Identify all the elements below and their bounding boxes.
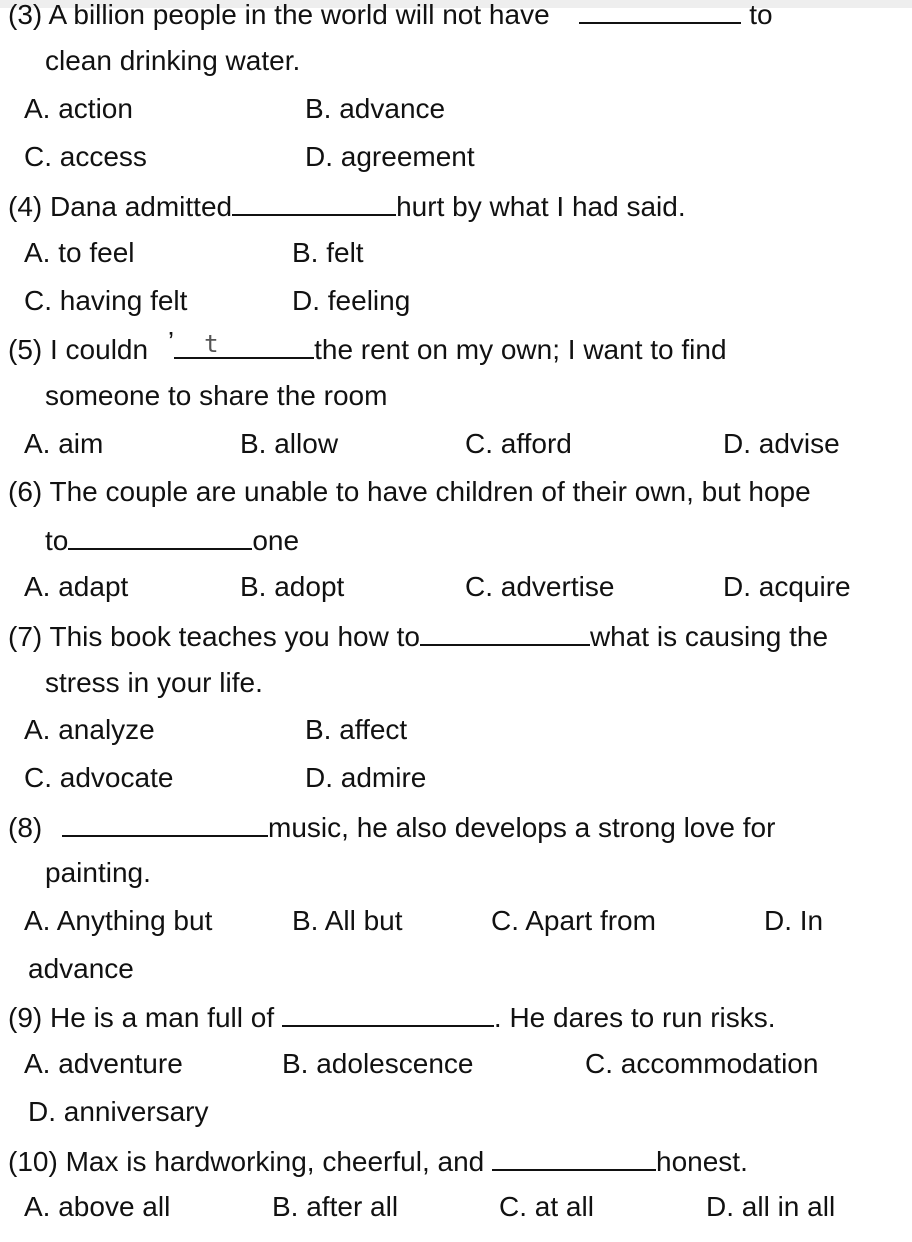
- question-7-line-2: stress in your life.: [45, 667, 263, 698]
- question-10-option-a: A. above all: [24, 1191, 171, 1222]
- question-5-blank: [174, 331, 314, 359]
- question-7-stem-after: what is causing the: [589, 621, 829, 652]
- question-4-blank: [232, 188, 396, 216]
- question-8-line-1: [8, 809, 775, 843]
- question-6-stem-after: one: [252, 525, 300, 556]
- question-8-option-b: B. All but: [292, 905, 403, 936]
- question-10-option-b: B. after all: [272, 1191, 399, 1222]
- question-3-stem: (3) A billion people in the world will not have: [8, 0, 550, 30]
- question-3-line-1: [8, 0, 773, 30]
- question-7-option-b: B. affect: [305, 714, 408, 745]
- question-6-option-a: A. adapt: [24, 571, 129, 602]
- question-5-stem-after: the rent on my own; I want to find: [314, 334, 727, 365]
- question-5-line-1: [8, 326, 727, 365]
- question-10-option-d: D. all in all: [706, 1191, 836, 1222]
- question-8-stem-after: music, he also develops a strong love for: [268, 812, 776, 843]
- question-3-line-2: clean drinking water.: [45, 45, 301, 76]
- question-8-option-a: A. Anything but: [24, 905, 213, 936]
- question-4-option-a: A. to feel: [24, 237, 135, 268]
- question-6-line-1: (6) The couple are unable to have children of their own, but hope: [8, 476, 811, 507]
- question-7-blank: [420, 618, 590, 646]
- question-5-option-c: C. afford: [465, 428, 572, 459]
- question-8-option-c: C. Apart from: [491, 905, 656, 936]
- question-3-option-d: D. agreement: [305, 141, 475, 172]
- question-4-option-b: B. felt: [292, 237, 364, 268]
- question-7-option-d: D. admire: [305, 762, 427, 793]
- question-8-option-d-wrap: advance: [28, 953, 134, 984]
- question-5-apostrophe: ’: [167, 326, 175, 357]
- question-3-option-b: B. advance: [305, 93, 446, 124]
- question-3-option-c: C. access: [24, 141, 147, 172]
- question-4-stem: (4) Dana admitted: [8, 191, 233, 222]
- question-7-line-1: [8, 618, 828, 652]
- question-6-option-c: C. advertise: [465, 571, 615, 602]
- question-6-option-d: D. acquire: [723, 571, 851, 602]
- question-8-option-d: D. In: [764, 905, 824, 936]
- question-7-option-a: A. analyze: [24, 714, 155, 745]
- question-9-option-b: B. adolescence: [282, 1048, 474, 1079]
- question-5-stem: (5) I couldn: [8, 334, 149, 365]
- question-8-blank: [62, 809, 268, 837]
- question-4-option-c: C. having felt: [24, 285, 188, 316]
- question-4-stem-after: hurt by what I had said.: [396, 191, 686, 222]
- question-3-option-a: A. action: [24, 93, 133, 124]
- question-10-stem-after: honest.: [656, 1146, 748, 1177]
- question-9-option-d: D. anniversary: [28, 1096, 209, 1127]
- question-9-option-a: A. adventure: [24, 1048, 183, 1079]
- question-7-stem: (7) This book teaches you how to: [8, 621, 420, 652]
- question-6-line-2: [45, 522, 299, 556]
- question-7-option-c: C. advocate: [24, 762, 174, 793]
- question-5-line-2: someone to share the room: [45, 380, 388, 411]
- question-4-option-d: D. feeling: [292, 285, 411, 316]
- question-3-stem-after: to: [749, 0, 773, 30]
- question-9-option-c: C. accommodation: [585, 1048, 819, 1079]
- question-5-option-a: A. aim: [24, 428, 104, 459]
- question-8-line-2: painting.: [45, 857, 151, 888]
- question-6-option-b: B. adopt: [240, 571, 345, 602]
- question-9-blank: [282, 999, 494, 1027]
- question-10-blank: [492, 1143, 656, 1171]
- question-8-stem: (8): [8, 812, 43, 843]
- question-3-blank: [579, 0, 741, 24]
- question-4-line-1: [8, 188, 686, 222]
- question-9-line-1: [8, 999, 776, 1033]
- question-9-stem: (9) He is a man full of: [8, 1002, 275, 1033]
- question-5-option-b: B. allow: [240, 428, 339, 459]
- question-9-stem-after: . He dares to run risks.: [493, 1002, 776, 1033]
- question-5-option-d: D. advise: [723, 428, 840, 459]
- question-10-option-c: C. at all: [499, 1191, 594, 1222]
- question-5-blank-text: t: [204, 330, 219, 358]
- question-10-stem: (10) Max is hardworking, cheerful, and: [8, 1146, 485, 1177]
- question-6-stem-2: to: [45, 525, 69, 556]
- question-6-blank: [68, 522, 252, 550]
- question-10-line-1: [8, 1143, 748, 1177]
